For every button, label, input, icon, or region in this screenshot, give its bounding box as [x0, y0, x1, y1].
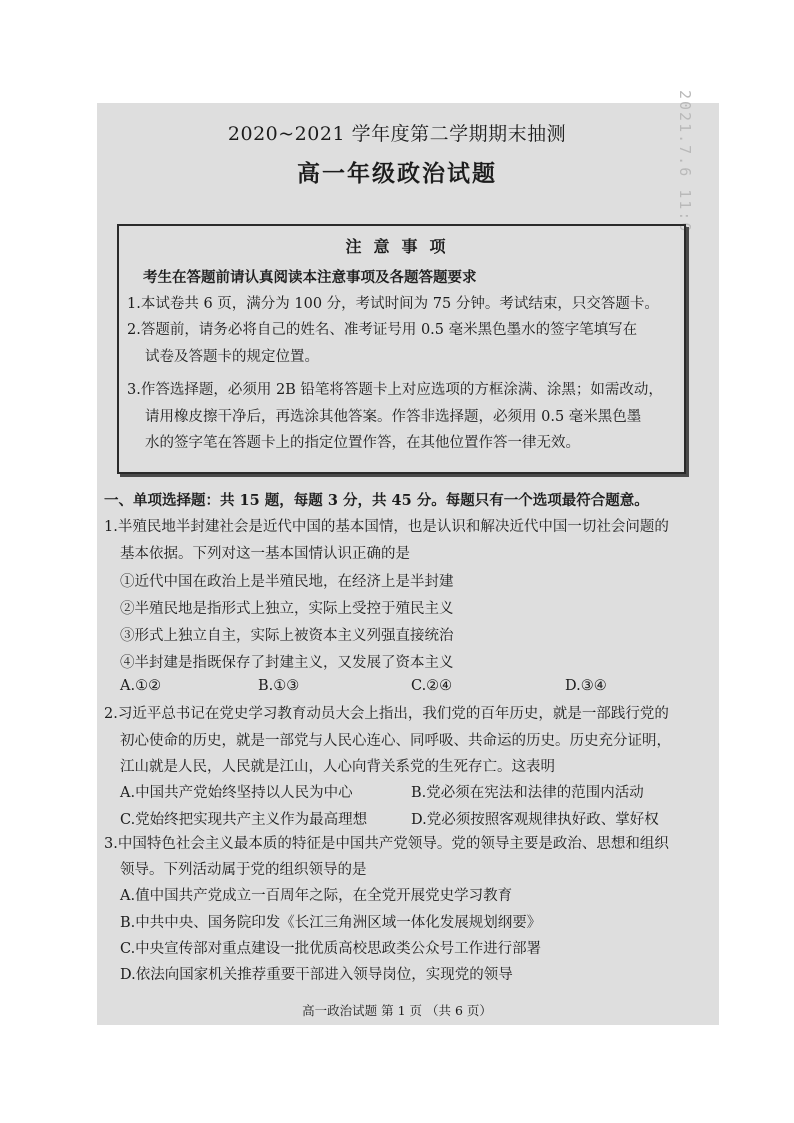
- question-1-option-b: B.①③: [258, 678, 300, 694]
- notice-line: 2.答题前，请务必将自己的姓名、准考证号用 0.5 毫米黑色墨水的签字笔填写在: [127, 322, 638, 338]
- question-3-option-d: D.依法向国家机关推荐重要干部进入领导岗位，实现党的领导: [120, 967, 513, 983]
- question-3-option-c: C.中央宣传部对重点建设一批优质高校思政类公众号工作进行部署: [120, 941, 542, 957]
- notice-line: 3.作答选择题，必须用 2B 铅笔将答题卡上对应选项的方框涂满、涂黑；如需改动，: [127, 382, 663, 398]
- question-2-stem: 初心使命的历史，就是一部党与人民心连心、同呼吸、共命运的历史。历史充分证明，: [120, 733, 671, 749]
- question-1-item: ②半殖民地是指形式上独立，实际上受控于殖民主义: [120, 601, 454, 617]
- question-3-option-a: A.值中国共产党成立一百周年之际，在全党开展党史学习教育: [120, 888, 513, 904]
- question-1-option-c: C.②④: [411, 678, 453, 694]
- page-footer: 高一政治试题 第 1 页 （共 6 页）: [302, 1003, 492, 1018]
- question-1-item: ①近代中国在政治上是半殖民地，在经济上是半封建: [120, 574, 454, 590]
- question-3-stem: 领导。下列活动属于党的组织领导的是: [120, 862, 367, 878]
- notice-line: 水的签字笔在答题卡上的指定位置作答，在其他位置作答一律无效。: [145, 435, 580, 451]
- question-3-option-b: B.中共中央、国务院印发《长江三角洲区域一体化发展规划纲要》: [120, 915, 542, 931]
- question-2-option-d: D.党必须按照客观规律执好政、掌好权: [411, 812, 659, 828]
- question-1-item: ④半封建是指既保存了封建主义，又发展了资本主义: [120, 655, 454, 671]
- question-2-stem: 2.习近平总书记在党史学习教育动员大会上指出，我们党的百年历史，就是一部践行党的: [104, 706, 669, 722]
- notice-title: 注意事项: [345, 237, 458, 256]
- side-stamp: 2021.7.6 11:0: [676, 90, 694, 234]
- question-1-option-a: A.①②: [120, 678, 162, 694]
- section-title: 一、单项选择题：共 15 题，每题 3 分，共 45 分。每题只有一个选项最符合题意。: [104, 492, 649, 509]
- question-2-option-b: B.党必须在宪法和法律的范围内活动: [411, 785, 644, 801]
- question-1-stem: 1.半殖民地半封建社会是近代中国的基本国情，也是认识和解决近代中国一切社会问题的: [104, 519, 669, 535]
- notice-line: 请用橡皮擦干净后，再选涂其他答案。作答非选择题，必须用 0.5 毫米黑色墨: [145, 409, 642, 425]
- question-1-stem: 基本依据。下列对这一基本国情认识正确的是: [120, 546, 410, 562]
- question-2-option-c: C.党始终把实现共产主义作为最高理想: [120, 812, 368, 828]
- exam-subject-title: 高一年级政治试题: [297, 160, 497, 187]
- exam-term-title: 2020~2021 学年度第二学期期末抽测: [227, 123, 567, 145]
- question-2-option-a: A.中国共产党始终坚持以人民为中心: [120, 785, 353, 801]
- notice-intro: 考生在答题前请认真阅读本注意事项及各题答题要求: [143, 269, 477, 286]
- notice-box: [117, 224, 686, 474]
- notice-line: 试卷及答题卡的规定位置。: [145, 349, 319, 365]
- question-2-stem: 江山就是人民，人民就是江山，人心向背关系党的生死存亡。这表明: [120, 759, 555, 775]
- notice-line: 1.本试卷共 6 页，满分为 100 分，考试时间为 75 分钟。考试结束，只交答题卡。: [127, 296, 659, 312]
- question-1-option-d: D.③④: [565, 678, 607, 694]
- question-1-item: ③形式上独立自主，实际上被资本主义列强直接统治: [120, 628, 454, 644]
- question-3-stem: 3.中国特色社会主义最本质的特征是中国共产党领导。党的领导主要是政治、思想和组织: [104, 836, 669, 852]
